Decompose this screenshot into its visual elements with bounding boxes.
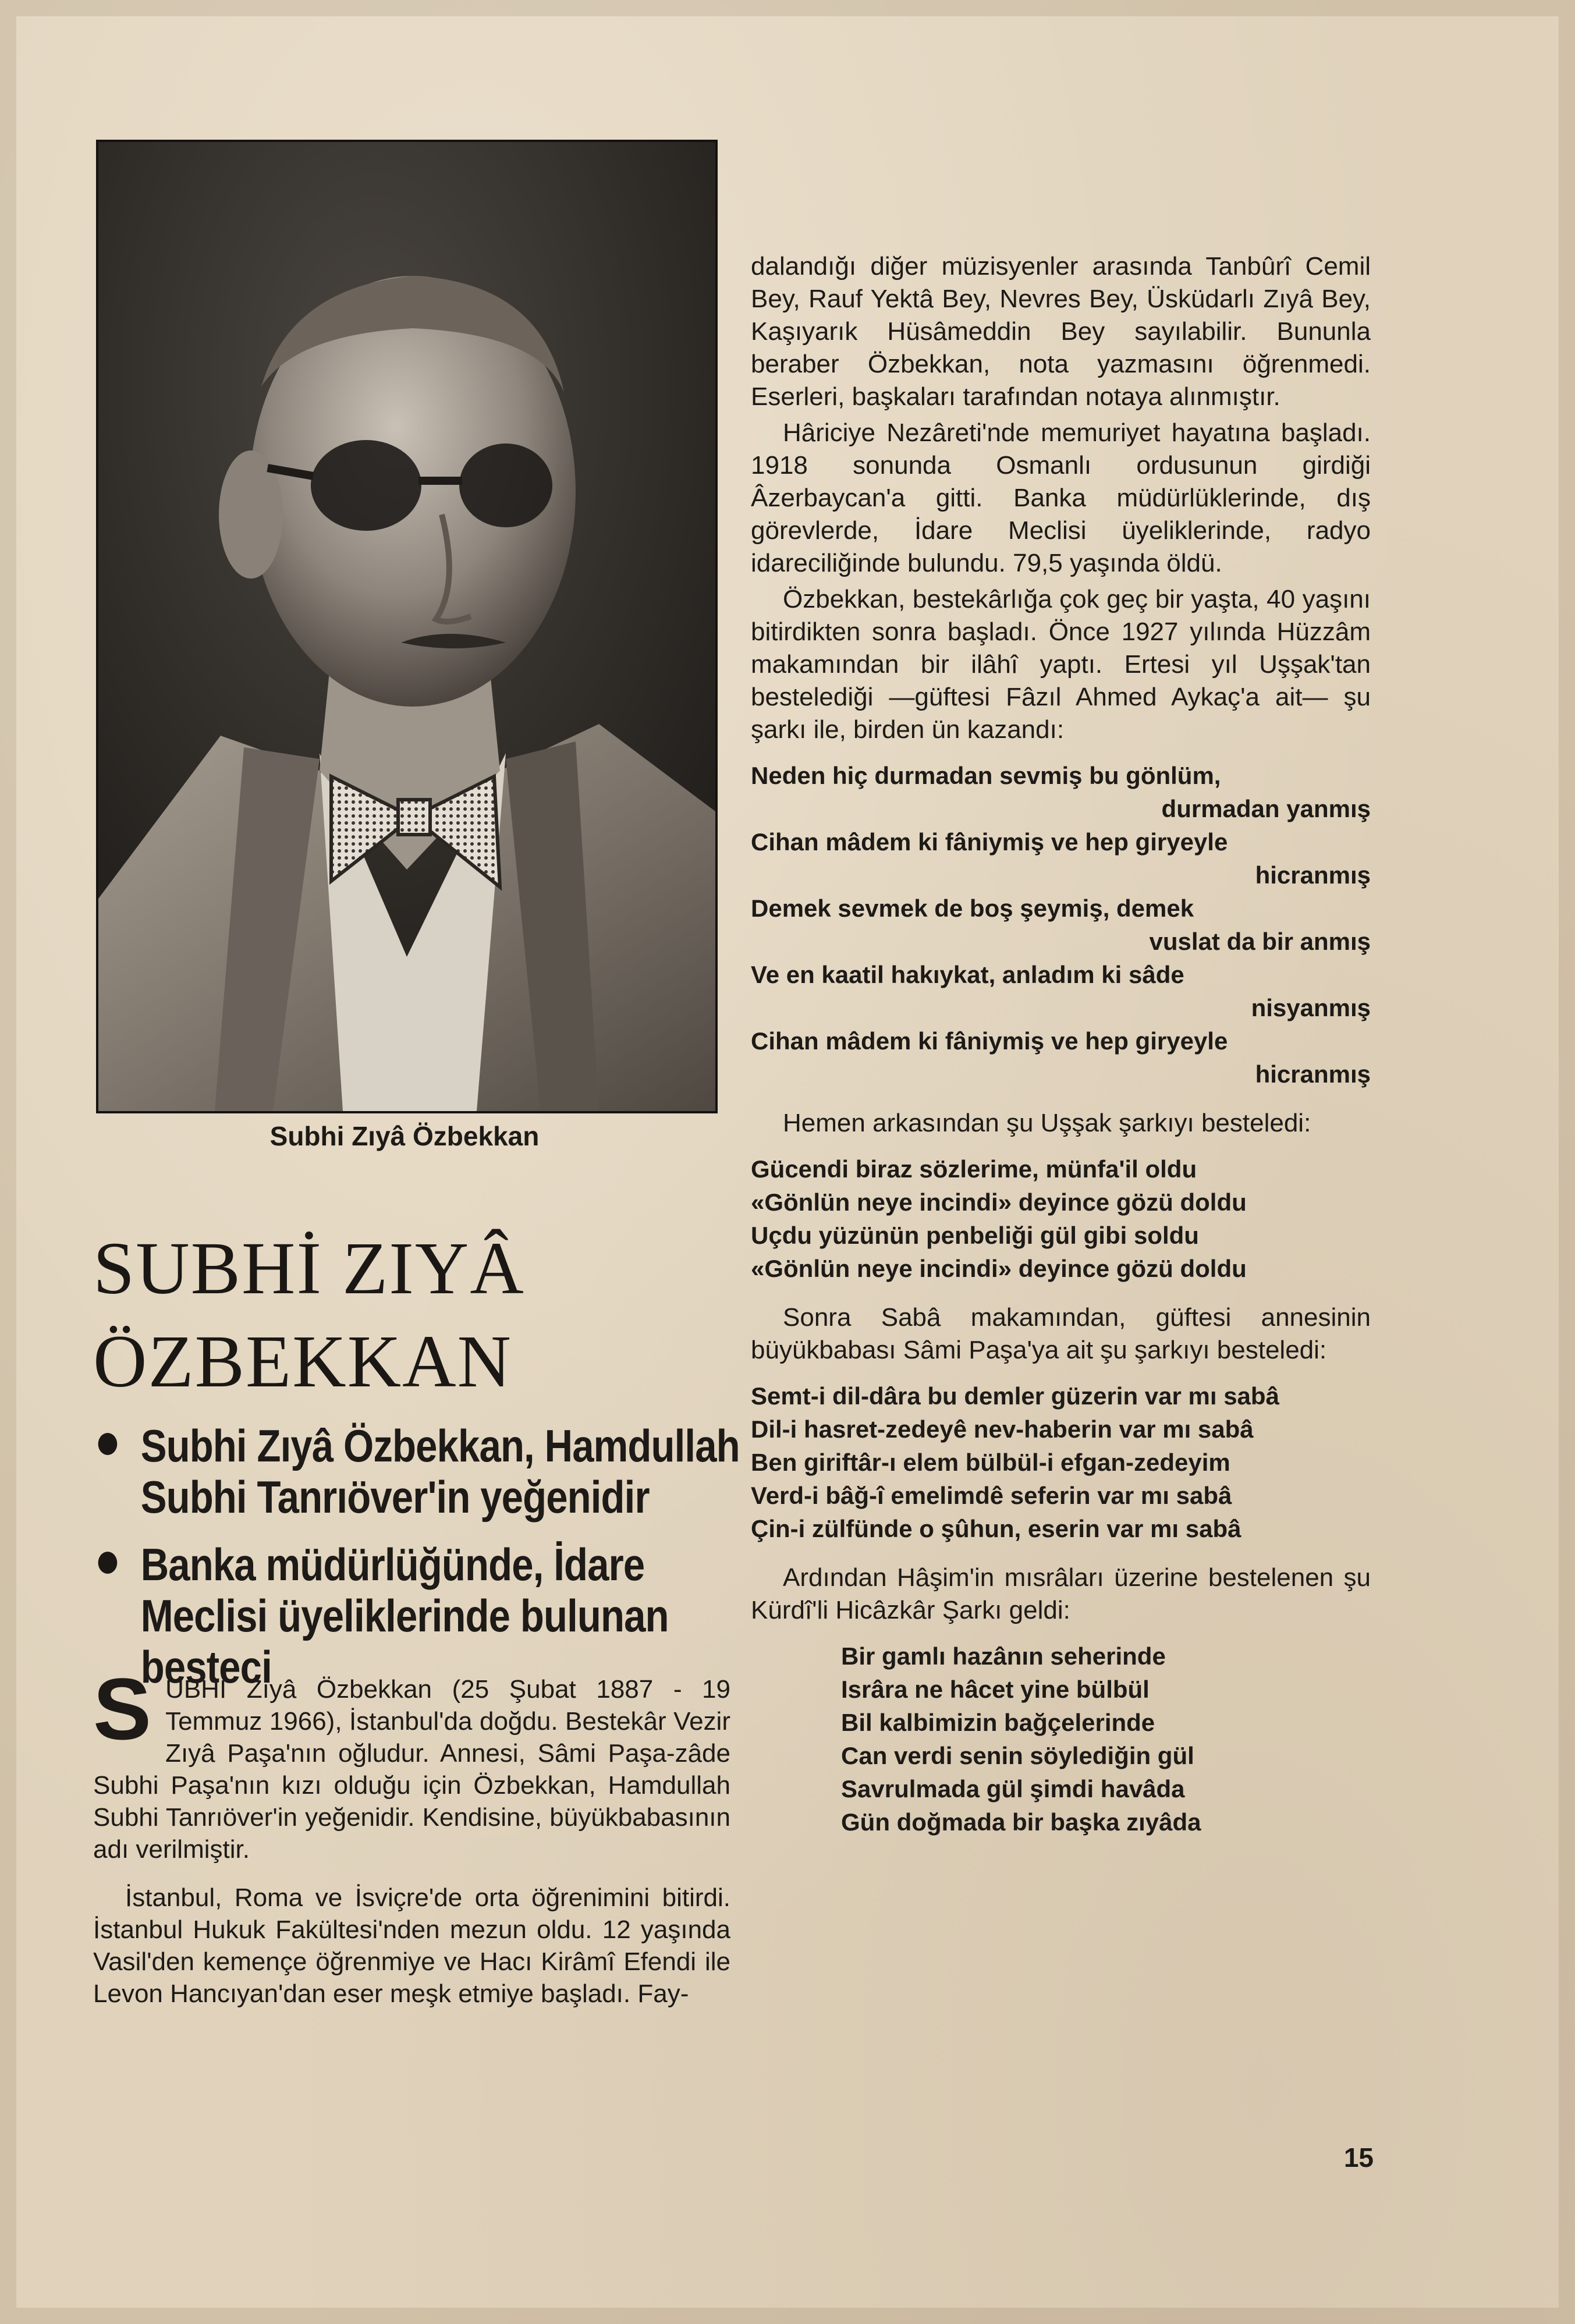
lyric-line: vuslat da bir anmış <box>1149 928 1371 955</box>
bullet-icon <box>98 1433 118 1455</box>
highlight-text: Banka müdürlüğünde, İdare Meclisi üyeliklerinde bulunan besteci <box>140 1539 669 1693</box>
highlight-item <box>93 1420 767 1523</box>
lyric-line: Gücendi biraz sözlerime, münfa'il oldu <box>751 1155 1197 1183</box>
lyric-line: Bil kalbimizin bağçelerinde <box>841 1709 1155 1736</box>
left-column-body <box>93 1660 730 2026</box>
lyric-line: «Gönlün neye incindi» deyince gözü doldu <box>751 1255 1247 1282</box>
lyric-line: Gün doğmada bir başka zıyâda <box>841 1808 1201 1836</box>
right-paragraph: Hemen arkasından şu Uşşak şarkıyı besteledi: <box>783 1109 1311 1137</box>
dropcap: S <box>93 1660 152 1758</box>
highlights-list <box>93 1420 740 1709</box>
lyric-line: Ben giriftâr-ı elem bülbül-i efgan-zedeyim <box>751 1449 1230 1476</box>
song-lyrics-3 <box>751 1379 1371 1545</box>
lyric-line: «Gönlün neye incindi» deyince gözü doldu <box>751 1188 1247 1216</box>
left-paragraph: İstanbul, Roma ve İsviçre'de orta öğrenimini bitirdi. İstanbul Hukuk Fakültesi'nden mezun oldu. 12 yaşında Vasil'den kemençe öğrenmiye ve Hacı Kirâmî Efendi ile Levon Hancıyan'dan eser meşk etmiye başladı. Fay- <box>93 1883 730 2008</box>
lyric-line: Verd-i bâğ-î emelimdê seferin var mı sabâ <box>751 1482 1232 1509</box>
lyric-line: Savrulmada gül şimdi havâda <box>841 1775 1185 1803</box>
page-number: 15 <box>1343 2142 1374 2173</box>
portrait-photo <box>96 140 718 1113</box>
lyric-line: nisyanmış <box>1251 994 1371 1021</box>
lyric-line: durmadan yanmış <box>1161 795 1371 822</box>
lyric-line: Isrâra ne hâcet yine bülbül <box>841 1676 1150 1703</box>
lyric-line: Çin-i zülfünde o şûhun, eserin var mı sabâ <box>751 1515 1241 1542</box>
lyric-line: hicranmış <box>1255 861 1371 889</box>
highlight-text: Subhi Zıyâ Özbekkan, Hamdullah Subhi Tanrıöver'in yeğenidir <box>140 1420 740 1523</box>
right-paragraph: dalandığı diğer müzisyenler arasında Tanbûrî Cemil Bey, Rauf Yektâ Bey, Nevres Bey, Üsküdarlı Zıyâ Bey, Kaşıyarık Hüsâmeddin Bey sayılabilir. Bununla beraber Özbekkan, nota yazmasını öğrenmedi. Eserleri, başkaları tarafından notaya alınmıştır. <box>751 252 1371 411</box>
highlight-item <box>93 1539 767 1693</box>
bullet-icon <box>98 1552 118 1574</box>
lyric-line: Neden hiç durmadan sevmiş bu gönlüm, <box>751 762 1221 789</box>
article-title-line-2: ÖZBEKKAN <box>93 1320 512 1403</box>
song-lyrics-2 <box>751 1152 1371 1285</box>
right-column-body <box>751 250 1371 1855</box>
right-paragraph: Sonra Sabâ makamından, güftesi annesinin büyükbabası Sâmi Paşa'ya ait şu şarkıyı besteledi: <box>751 1303 1371 1364</box>
right-paragraph: Hâriciye Nezâreti'nde memuriyet hayatına başladı. 1918 sonunda Osmanlı ordusunun girdiği Âzerbaycan'a gitti. Banka müdürlüklerinde, dış görevlerde, İdare Meclisi üyeliklerinde, radyo idareciliğinde bulundu. 79,5 yaşında öldü. <box>751 418 1371 577</box>
lyric-line: Semt-i dil-dâra bu demler güzerin var mı sabâ <box>751 1382 1279 1410</box>
song-lyrics-1 <box>751 759 1371 1091</box>
left-paragraph <box>93 1660 730 1865</box>
left-paragraph-text: UBHİ Zıyâ Özbekkan (25 Şubat 1887 - 19 Temmuz 1966), İstanbul'da doğdu. Bestekâr Vezir Zıyâ Paşa'nın oğludur. Annesi, Sâmi Paşa-zâde Subhi Paşa'nın kızı olduğu için Özbekkan, Hamdullah Subhi Tanrıöver'in yeğenidir. Kendisine, büyükbabasının adı verilmiştir. <box>93 1675 730 1864</box>
right-paragraph: Özbekkan, bestekârlığa çok geç bir yaşta, 40 yaşını bitirdikten sonra başladı. Önce 1927 yılında Hüzzâm makamından bir ilâhî yaptı. Ertesi yıl Uşşak'tan bestelediği —güftesi Fâzıl Ahmed Aykaç'a ait— şu şarkı ile, birden ün kazandı: <box>751 585 1371 744</box>
song-lyrics-4 <box>751 1640 1371 1839</box>
lyric-line: Cihan mâdem ki fâniymiş ve hep giryeyle <box>751 1027 1228 1055</box>
photo-caption: Subhi Zıyâ Özbekkan <box>269 1121 540 1151</box>
right-paragraph: Ardından Hâşim'in mısrâları üzerine bestelenen şu Kürdî'li Hicâzkâr Şarkı geldi: <box>751 1563 1371 1624</box>
lyric-line: Can verdi senin söylediğin gül <box>841 1742 1194 1769</box>
portrait-illustration <box>98 142 715 1111</box>
lyric-line: Cihan mâdem ki fâniymiş ve hep giryeyle <box>751 828 1228 856</box>
lyric-line: Uçdu yüzünün penbeliği gül gibi soldu <box>751 1222 1199 1249</box>
lyric-line: Dil-i hasret-zedeyê nev-haberin var mı sabâ <box>751 1415 1254 1443</box>
article-title-line-1: SUBHİ ZIYÂ <box>93 1227 525 1310</box>
lyric-line: hicranmış <box>1255 1060 1371 1088</box>
lyric-line: Demek sevmek de boş şeymiş, demek <box>751 895 1194 922</box>
lyric-line: Ve en kaatil hakıykat, anladım ki sâde <box>751 961 1184 988</box>
lyric-line: Bir gamlı hazânın seherinde <box>841 1642 1166 1670</box>
